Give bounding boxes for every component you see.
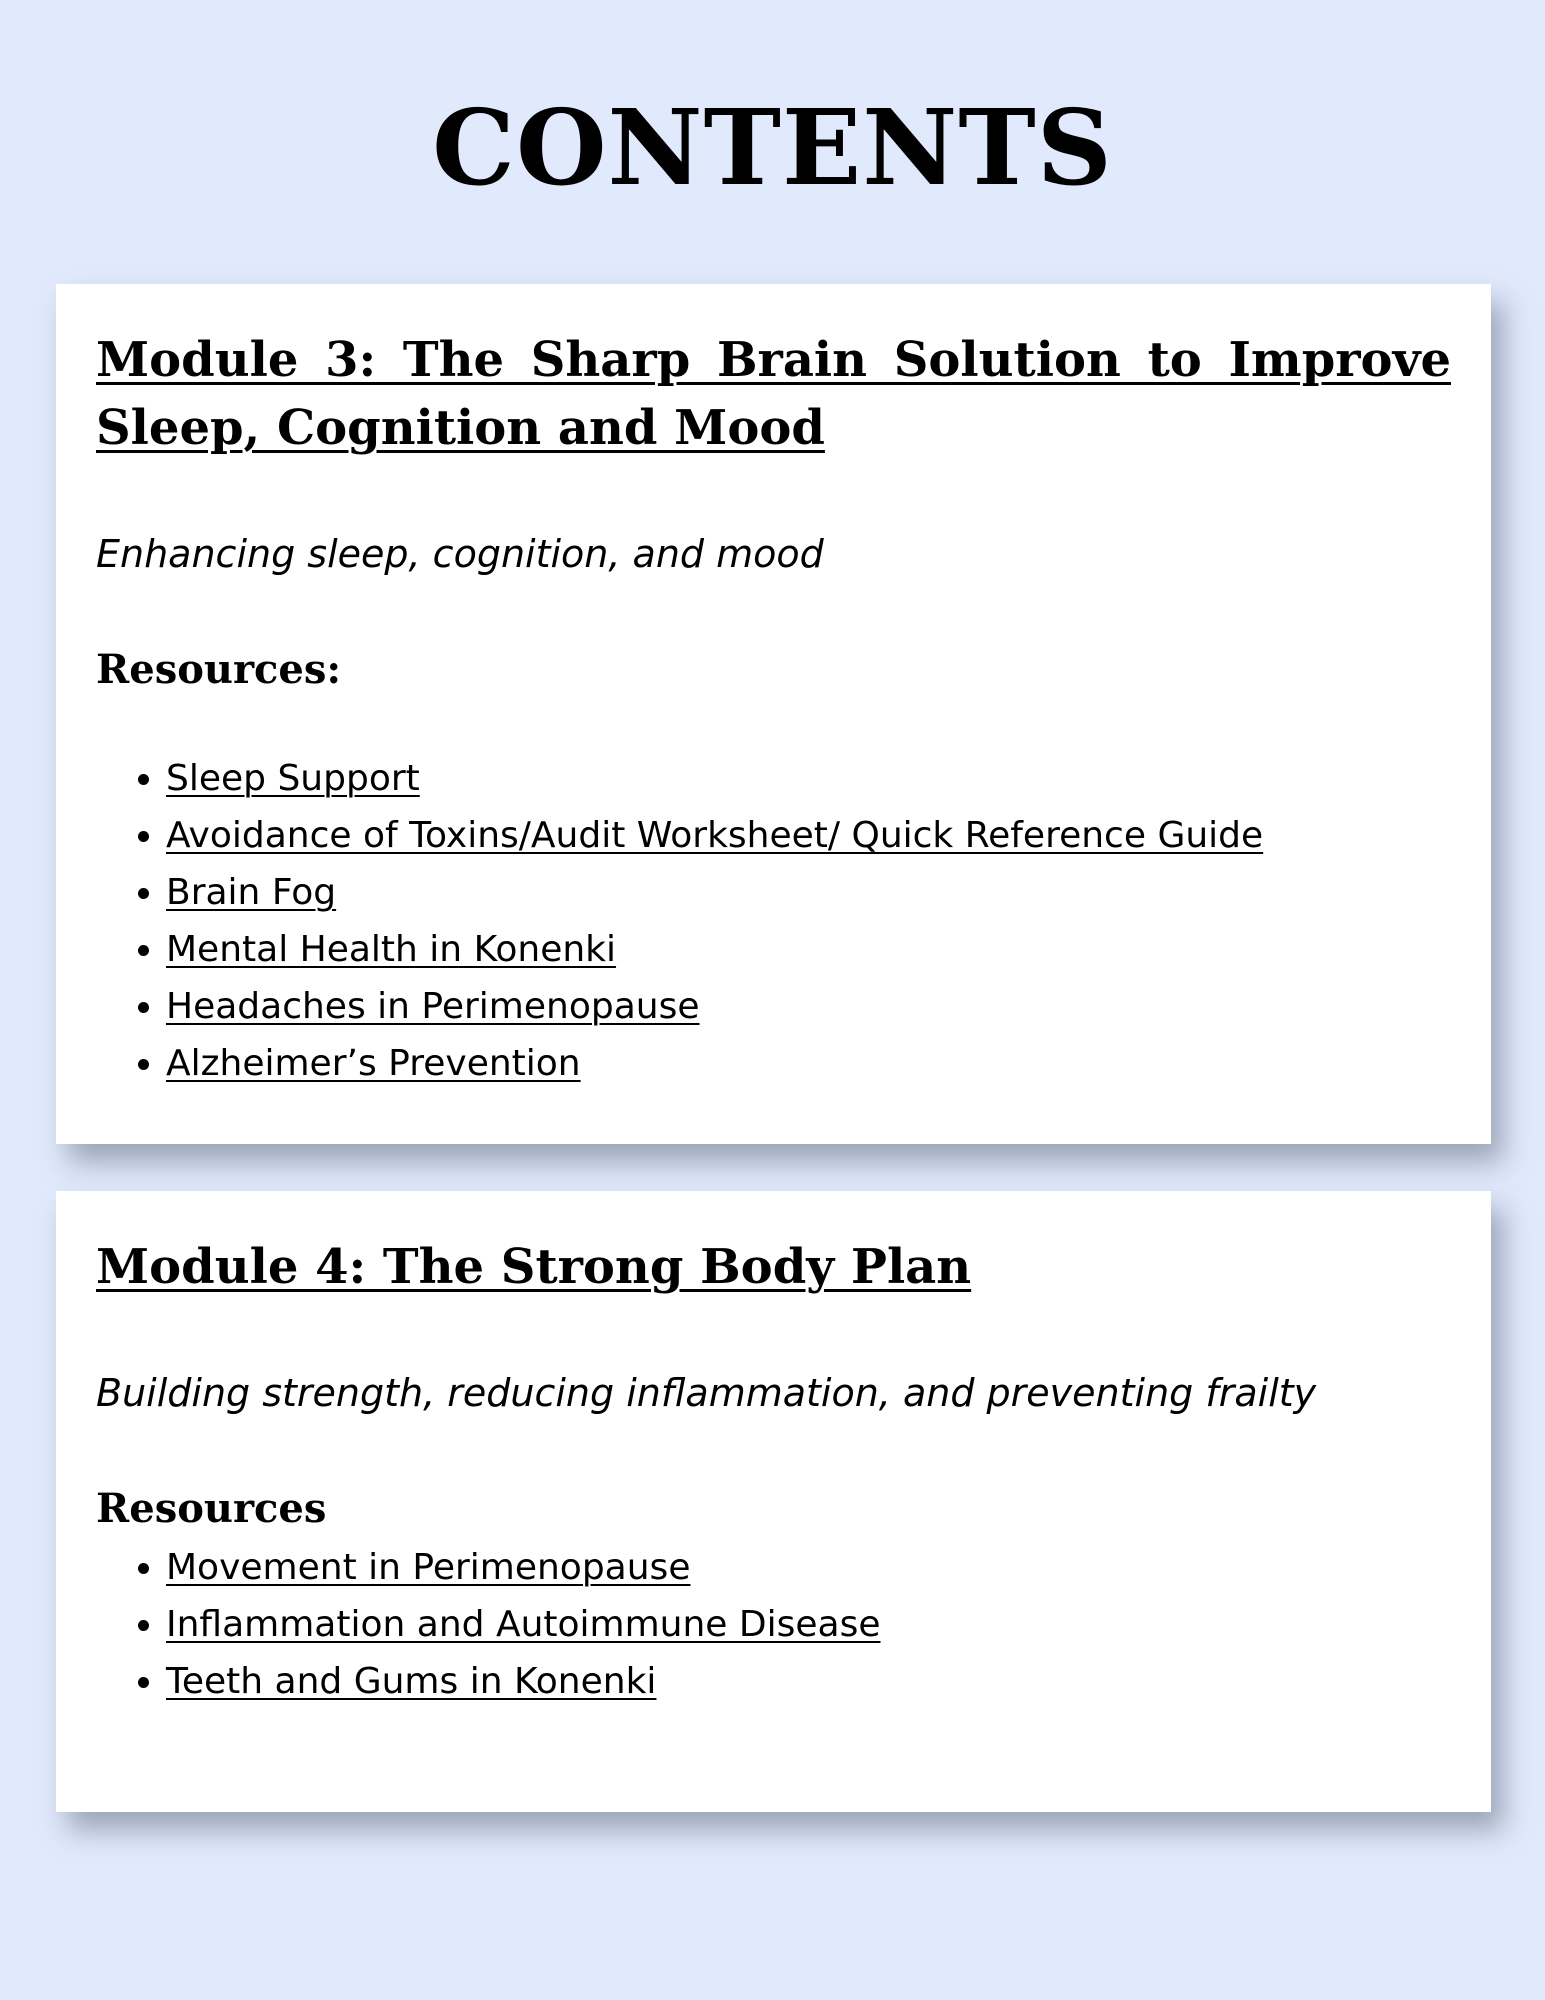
module-3-subtitle: Enhancing sleep, cognition, and mood [96, 532, 824, 576]
module-3-card [56, 284, 1491, 1144]
module-4-subtitle: Building strength, reducing inflammation, and preventing frailty [96, 1371, 1317, 1415]
list-item [166, 1035, 1451, 1092]
list-item [166, 1539, 1451, 1596]
module-3-resource-list [96, 750, 1451, 1092]
resource-link-alzheimers-prevention[interactable]: Alzheimer’s Prevention [166, 1043, 581, 1084]
list-item [166, 1596, 1451, 1653]
list-item [166, 750, 1451, 807]
resource-link-headaches[interactable]: Headaches in Perimenopause [166, 986, 700, 1027]
resource-link-mental-health[interactable]: Mental Health in Konenki [166, 929, 617, 970]
list-item [166, 978, 1451, 1035]
list-item [166, 807, 1451, 864]
resource-link-movement[interactable]: Movement in Perimenopause [166, 1547, 691, 1588]
resource-link-avoidance-of-toxins[interactable]: Avoidance of Toxins/Audit Worksheet/ Quick Reference Guide [166, 815, 1264, 856]
resource-link-inflammation[interactable]: Inflammation and Autoimmune Disease [166, 1604, 881, 1645]
module-3-resources-heading: Resources: [96, 646, 342, 693]
page-title: CONTENTS [432, 86, 1113, 209]
list-item [166, 921, 1451, 978]
resource-link-sleep-support[interactable]: Sleep Support [166, 758, 420, 799]
list-item [166, 864, 1451, 921]
module-3-title: Module 3: The Sharp Brain Solution to Improve Sleep, Cognition and Mood [96, 332, 1451, 456]
module-4-resources-heading: Resources [96, 1485, 327, 1532]
list-item [166, 1653, 1451, 1710]
resource-link-brain-fog[interactable]: Brain Fog [166, 872, 337, 913]
module-4-title: Module 4: The Strong Body Plan [96, 1239, 972, 1295]
resource-link-teeth-and-gums[interactable]: Teeth and Gums in Konenki [166, 1661, 657, 1702]
module-4-card [56, 1191, 1491, 1812]
module-4-resource-list [96, 1539, 1451, 1710]
